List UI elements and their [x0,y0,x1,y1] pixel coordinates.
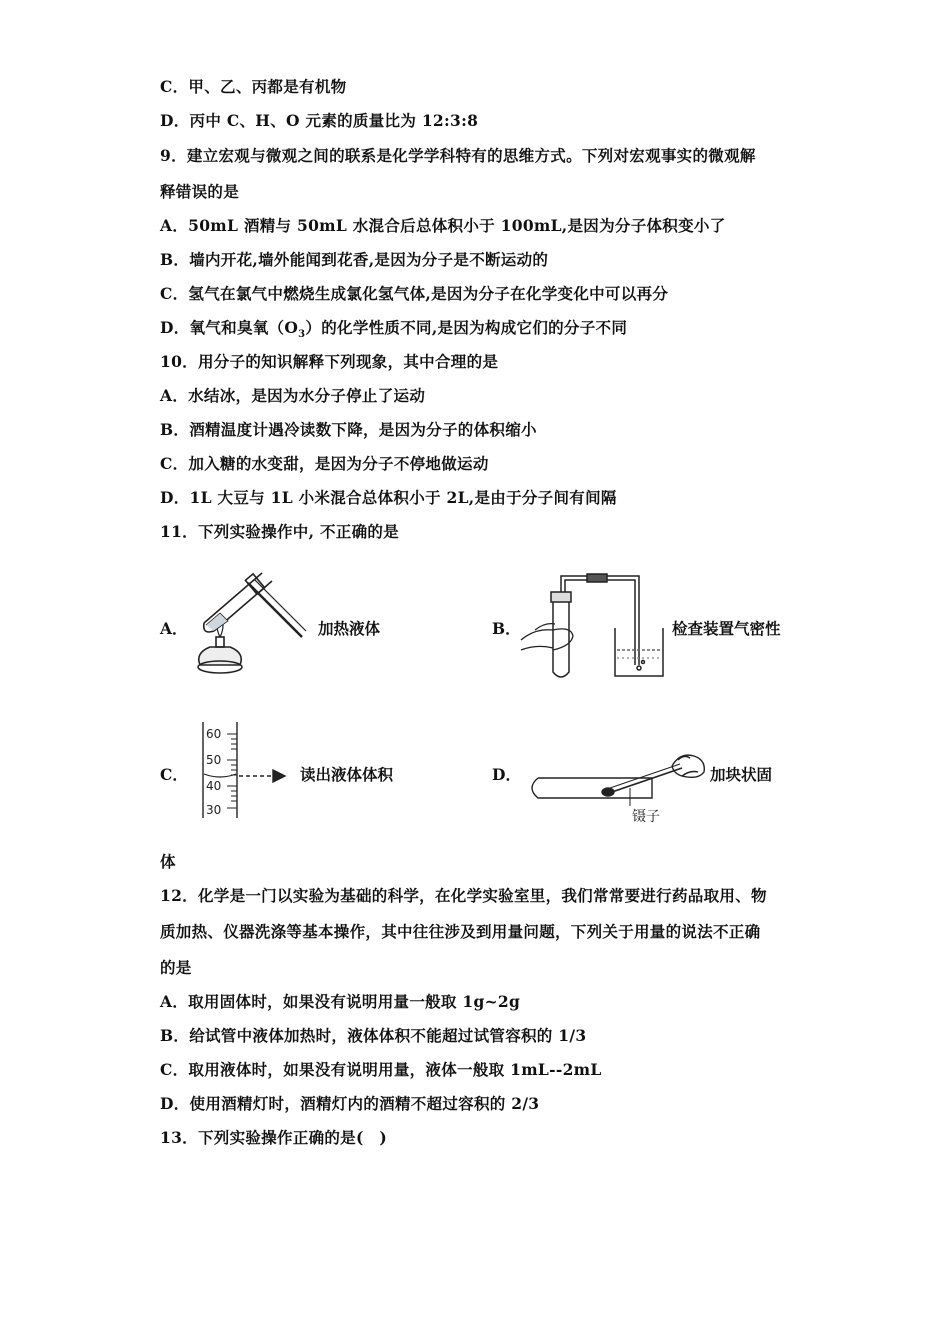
q9-stem-line2: 释错误的是 [160,182,240,201]
figure-d-letter: D． [492,765,521,784]
q8-option-c: C．甲、乙、丙都是有机物 [160,77,347,96]
figure-b-airtightness-check [515,570,665,685]
q9-option-c: C．氢气在氯气中燃烧生成氯化氢气体,是因为分子在化学变化中可以再分 [160,284,669,303]
figure-c-caption: 读出液体体积 [300,765,394,784]
q12-option-d: D．使用酒精灯时，酒精灯内的酒精不超过容积的 2/3 [160,1094,540,1113]
q11-stem: 11．下列实验操作中, 不正确的是 [160,522,399,541]
figure-d-tweezers-solid [522,748,707,828]
scale-label-60: 60 [206,727,222,741]
q12-stem-line2: 质加热、仪器洗涤等基本操作，其中往往涉及到用量问题，下列关于用量的说法不正确 [160,922,761,941]
scale-label-30: 30 [206,803,222,817]
q10-option-c: C．加入糖的水变甜，是因为分子不停地做运动 [160,454,489,473]
q12-stem-line1: 12．化学是一门以实验为基础的科学，在化学实验室里，我们常常要进行药品取用、物 [160,886,767,905]
scale-label-50: 50 [206,753,222,767]
q12-option-c: C．取用液体时，如果没有说明用量，液体一般取 1mL--2mL [160,1060,602,1079]
q10-option-b: B．酒精温度计遇冷读数下降，是因为分子的体积缩小 [160,420,537,439]
q9-option-d: D．氧气和臭氧$(O_3)$的化学性质不同,是因为构成它们的分子不同 [160,318,628,341]
scale-label-40: 40 [206,779,222,793]
q12-stem-line3: 的是 [160,958,192,977]
tweezers-label: 镊子 [632,809,660,825]
q10-stem: 10．用分子的知识解释下列现象，其中合理的是 [160,352,499,371]
q9-stem-line1: 9．建立宏观与微观之间的联系是化学学科特有的思维方式。下列对宏观事实的微观解 [160,146,756,165]
q8-option-d: D．丙中 C、H、O 元素的质量比为 12:3:8 [160,111,479,130]
q10-option-a: A．水结冰，是因为水分子停止了运动 [160,386,426,405]
figure-a-heating-liquid [190,565,310,683]
figure-a-letter: A． [160,619,188,638]
figure-c-graduated-cylinder [195,720,295,820]
q9-option-a: A．50mL 酒精与 50mL 水混合后总体积小于 100mL,是因为分子体积变小了 [160,216,726,235]
figure-a-caption: 加热液体 [318,619,381,638]
q9-option-b: B．墙内开花,墙外能闻到花香,是因为分子是不断运动的 [160,250,549,269]
figure-c-letter: C． [160,765,188,784]
q10-option-d: D．1L 大豆与 1L 小米混合总体积小于 2L,是由于分子间有间隔 [160,488,617,507]
figure-b-letter: B． [492,619,521,638]
q13-stem: 13．下列实验操作正确的是( ) [160,1128,388,1147]
q11-caption-tail: 体 [160,852,176,871]
q12-option-a: A．取用固体时，如果没有说明用量一般取 1g~2g [160,992,521,1011]
q12-option-b: B．给试管中液体加热时，液体体积不能超过试管容积的 1/3 [160,1026,587,1045]
figure-d-caption: 加块状固 [710,765,773,784]
figure-b-caption: 检查装置气密性 [672,619,781,638]
